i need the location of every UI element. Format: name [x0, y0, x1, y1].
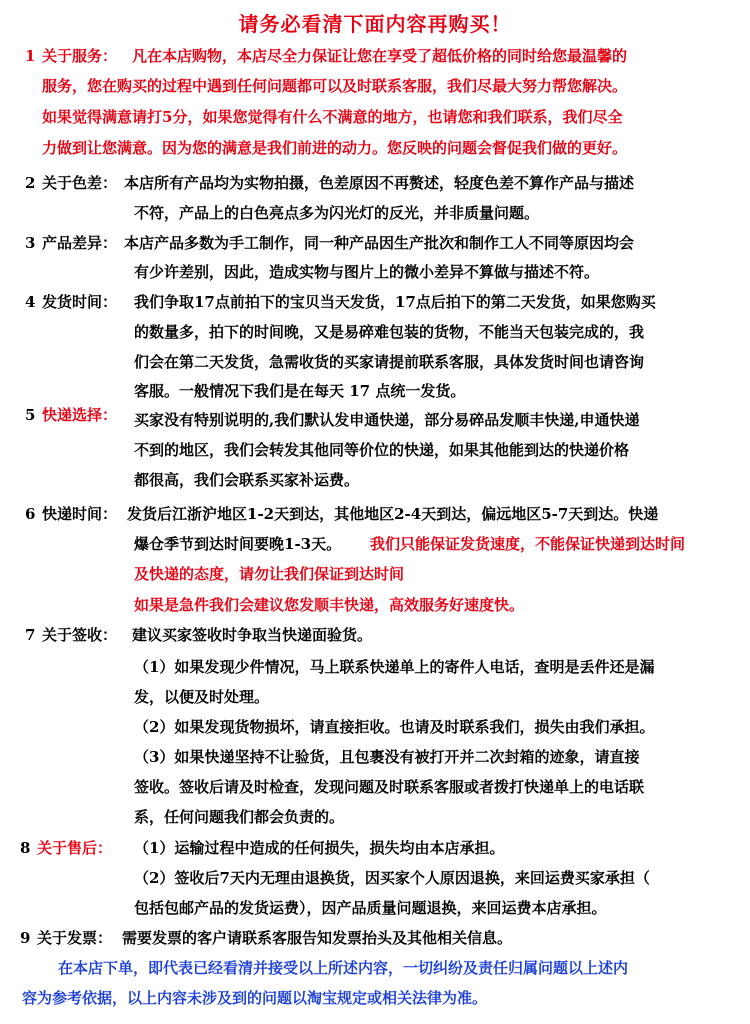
section-6-line: 发货后江浙沪地区1-2天到达，其他地区2-4天到达，偏远地区5-7天到达。快递 [127, 505, 659, 523]
section-7-line: （3）如果快递坚持不让验货，且包裹没有被打开并二次封箱的迹象，请直接 [134, 748, 640, 766]
section-4-line: 们会在第二天发货，急需收货的买家请提前联系客服，具体发货时间也请咨询 [134, 353, 645, 371]
section-6-line-emphasis: 及快递的态度，请勿让我们保证到达时间 [134, 565, 405, 583]
section-9-label: 关于发票： [37, 929, 113, 947]
section-3-line: 本店产品多数为手工制作，同一种产品因生产批次和制作工人不同等原因均会 [124, 234, 635, 252]
section-9-number: 9 [20, 929, 31, 947]
section-3-number: 3 [25, 234, 36, 252]
section-7-line: （1）如果发现少件情况，马上联系快递单上的寄件人电话，查明是丢件还是漏 [134, 658, 655, 676]
section-4-number: 4 [25, 293, 36, 311]
section-7-number: 7 [25, 626, 36, 644]
section-5-label: 快递选择： [42, 406, 118, 424]
section-5-line: 买家没有特别说明的,我们默认发申通快递，部分易碎品发顺丰快递,申通快递 [134, 411, 640, 429]
section-9-line: 需要发票的客户请联系客服告知发票抬头及其他相关信息。 [122, 929, 513, 947]
footer-line: 在本店下单，即代表已经看清并接受以上所述内容，一切纠纷及责任归属问题以上述内 [58, 959, 629, 977]
footer-line: 容为参考依据，以上内容未涉及到的问题以淘宝规定或相关法律为准。 [22, 989, 488, 1007]
section-4-line: 的数量多，拍下的时间晚，又是易碎难包装的货物，不能当天包装完成的，我 [134, 323, 645, 341]
section-8-line: （1）运输过程中造成的任何损失，损失均由本店承担。 [134, 839, 505, 857]
section-7-line: 发，以便及时处理。 [134, 688, 270, 706]
section-7-label: 关于签收： [42, 626, 118, 644]
section-5-line: 都很高，我们会联系买家补运费。 [134, 471, 360, 489]
section-6-line: 爆仓季节到达时间要晚1-3天。 [134, 535, 342, 553]
section-8-label: 关于售后： [37, 839, 113, 857]
section-7-line: 系，任何问题我们都会负责的。 [134, 808, 345, 826]
section-3-label: 产品差异： [42, 234, 118, 252]
section-7-line: （2）如果发现货物损坏，请直接拒收。也请及时联系我们，损失由我们承担。 [134, 718, 655, 736]
section-1-line: 力做到让您满意。因为您的满意是我们前进的动力。您反映的问题会督促我们做的更好。 [42, 139, 628, 157]
section-1-line: 服务，您在购买的过程中遇到任何问题都可以及时联系客服，我们尽最大努力帮您解决。 [42, 77, 628, 95]
section-5-number: 5 [25, 406, 36, 424]
section-4-line: 我们争取17点前拍下的宝贝当天发货，17点后拍下的第二天发货，如果您购买 [134, 293, 656, 311]
section-5-line: 不到的地区，我们会转发其他同等价位的快递，如果其他能到达的快递价格 [134, 441, 630, 459]
section-1-number: 1 [25, 47, 36, 65]
section-2-line: 本店所有产品均为实物拍摄，色差原因不再赘述，轻度色差不算作产品与描述 [124, 174, 635, 192]
section-7-line: 建议买家签收时争取当快递面验货。 [132, 626, 373, 644]
section-4-line: 客服。一般情况下我们是在每天 17 点统一发货。 [134, 382, 466, 400]
section-2-line: 不符，产品上的白色亮点多为闪光灯的反光，并非质量问题。 [134, 204, 540, 222]
section-6-line-emphasis: 如果是急件我们会建议您发顺丰快递，高效服务好速度快。 [134, 596, 525, 614]
section-4-label: 发货时间： [42, 293, 118, 311]
section-1-line: 如果觉得满意请打5分，如果您觉得有什么不满意的地方，也请您和我们联系，我们尽全 [42, 108, 623, 126]
section-2-number: 2 [25, 174, 36, 192]
section-8-line: 包括包邮产品的发货运费），因产品质量问题退换，来回运费本店承担。 [134, 899, 607, 917]
section-3-line: 有少许差别，因此，造成实物与图片上的微小差异不算做与描述不符。 [134, 263, 600, 281]
page-title: 请务必看清下面内容再购买！ [238, 12, 512, 36]
section-8-line: （2）签收后7天内无理由退换货，因买家个人原因退换，来回运费买家承担（ [134, 869, 650, 887]
section-1-label: 关于服务： [42, 47, 118, 65]
section-6-label: 快递时间： [42, 505, 118, 523]
section-2-label: 关于色差： [42, 174, 118, 192]
section-7-line: 签收。签收后请及时检查，发现问题及时联系客服或者拨打快递单上的电话联 [134, 778, 645, 796]
section-6-number: 6 [25, 505, 36, 523]
section-8-number: 8 [20, 839, 31, 857]
section-1-line: 凡在本店购物，本店尽全力保证让您在享受了超低价格的同时给您最温馨的 [132, 47, 628, 65]
section-6-line-emphasis: 我们只能保证发货速度，不能保证快递到达时间 [370, 535, 686, 553]
